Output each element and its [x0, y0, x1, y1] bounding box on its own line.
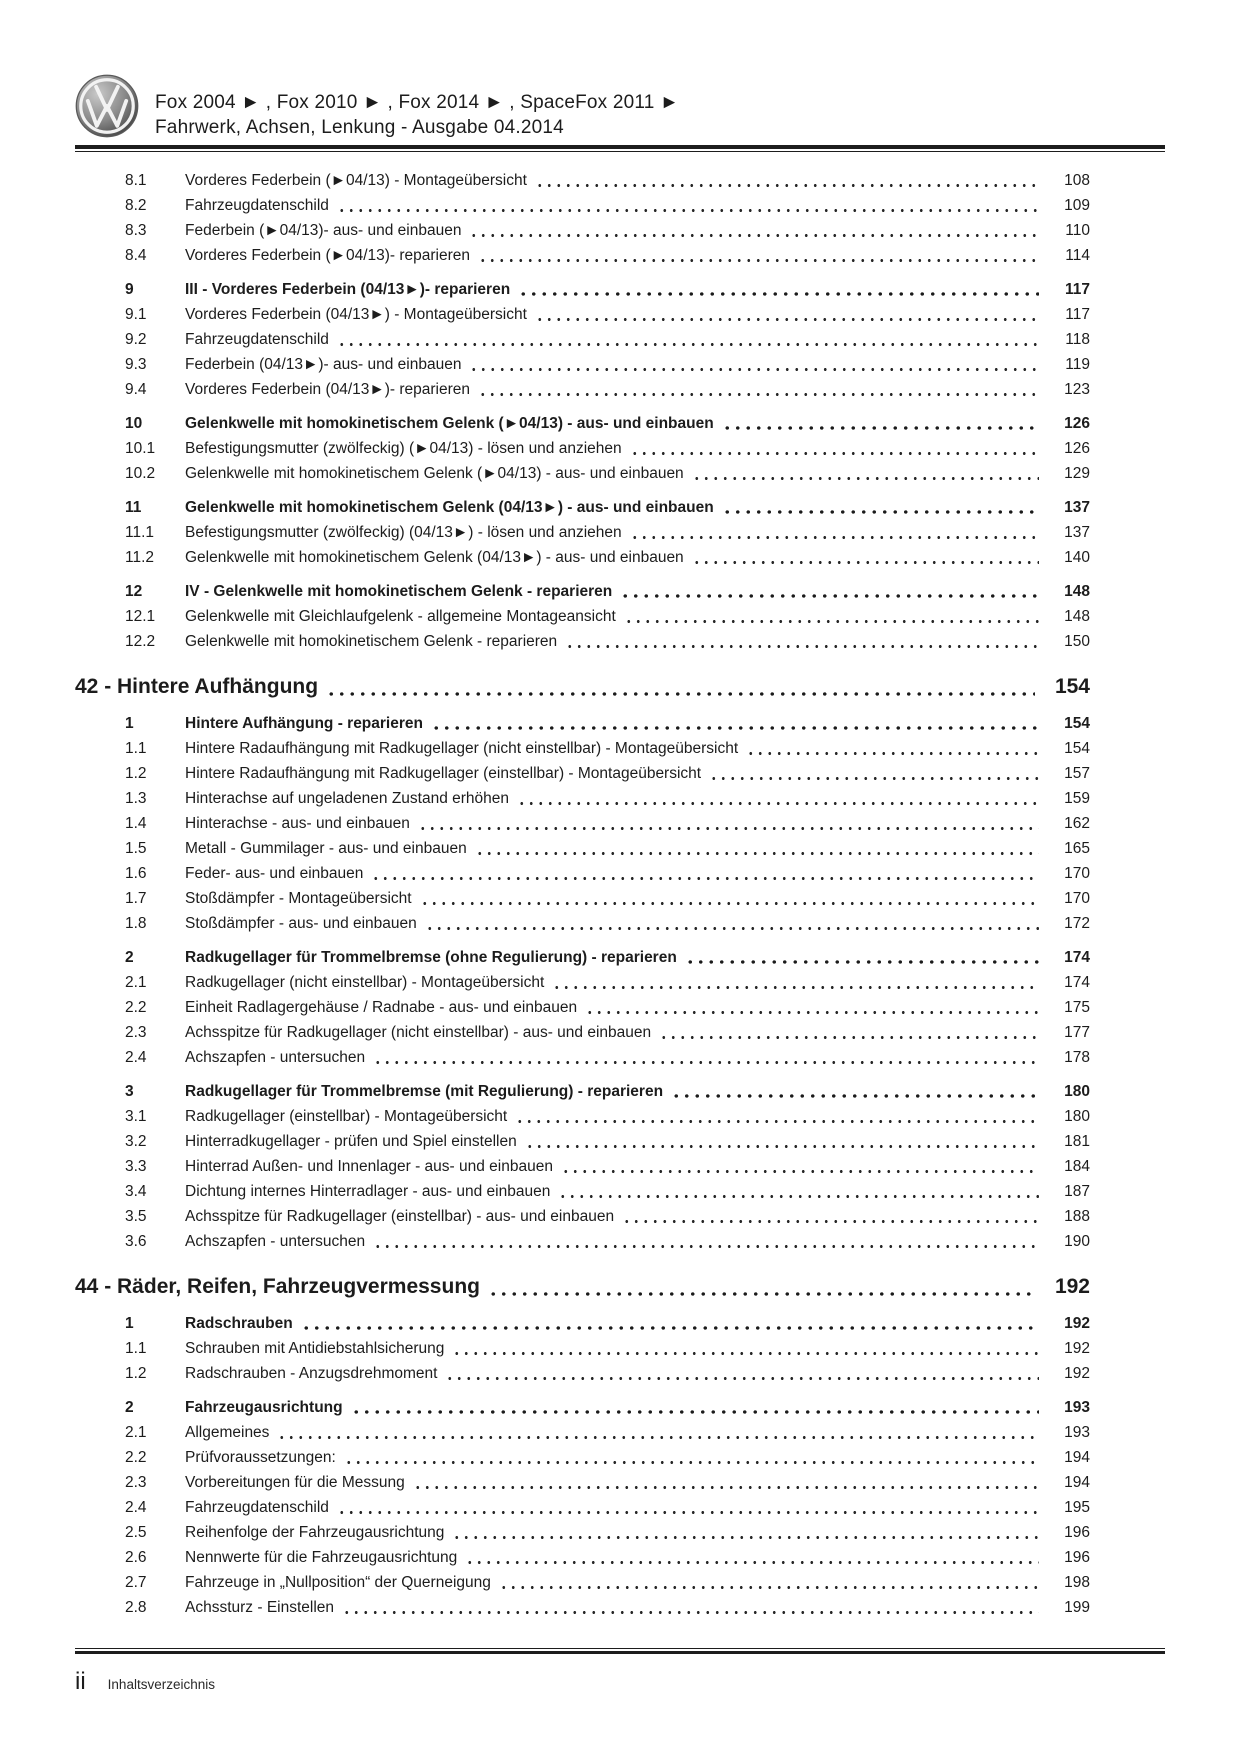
toc-entry-row — [75, 1104, 1090, 1129]
dot-leader — [452, 1351, 1039, 1356]
toc-entry-number: 2 — [125, 949, 134, 966]
toc-entry-page: 187 — [1064, 1183, 1090, 1200]
toc-entry-number: 3.4 — [125, 1183, 147, 1200]
toc-entry-title: Fahrzeugdatenschild — [185, 331, 329, 348]
toc-entry-row — [75, 436, 1090, 461]
toc-entry-number: 1.6 — [125, 865, 147, 882]
dot-leader — [746, 751, 1039, 756]
toc-entry-row — [75, 495, 1090, 520]
toc-entry-page: 170 — [1064, 890, 1090, 907]
toc-entry-title: Nennwerte für die Fahrzeugausrichtung — [185, 1549, 458, 1566]
toc-entry-title: Radschrauben - Anzugsdrehmoment — [185, 1365, 438, 1382]
toc-entry-page: 137 — [1064, 499, 1090, 516]
dot-leader — [475, 851, 1039, 856]
toc-entry-row — [75, 1470, 1090, 1495]
dot-leader — [420, 901, 1039, 906]
toc-entry-number: 1.2 — [125, 765, 147, 782]
header-text-block — [155, 90, 679, 140]
dot-leader — [692, 476, 1039, 481]
toc-entry-row — [75, 1545, 1090, 1570]
toc-entry-page: 150 — [1064, 633, 1090, 650]
toc-entry-number: 2.2 — [125, 1449, 147, 1466]
toc-entry-row — [75, 1204, 1090, 1229]
footer-section-label: Inhaltsverzeichnis — [107, 1677, 215, 1692]
toc-entry-title: Fahrzeugausrichtung — [185, 1399, 343, 1416]
dot-leader — [344, 1460, 1039, 1465]
toc-entry-title: Hintere Radaufhängung mit Radkugellager (nicht einstellbar) - Montageübersicht — [185, 740, 739, 757]
dot-leader — [342, 1610, 1039, 1615]
toc-chapter-label: 42 - Hintere Aufhängung — [75, 675, 319, 698]
dot-leader — [488, 1291, 1035, 1297]
toc-entry-page: 126 — [1064, 415, 1090, 432]
toc-entry-page: 177 — [1064, 1024, 1090, 1041]
toc-entry-page: 148 — [1064, 608, 1090, 625]
toc-entry-number: 1.1 — [125, 1340, 147, 1357]
toc-entry-title: Gelenkwelle mit homokinetischem Gelenk (►04/13) - aus- und einbauen — [185, 415, 714, 432]
toc-entry-title: Gelenkwelle mit Gleichlaufgelenk - allgemeine Montageansicht — [185, 608, 616, 625]
toc-entry-title: Radkugellager für Trommelbremse (mit Regulierung) - reparieren — [185, 1083, 664, 1100]
toc-entry-page: 175 — [1064, 999, 1090, 1016]
toc-entry-row — [75, 520, 1090, 545]
toc-entry-page: 157 — [1064, 765, 1090, 782]
toc-entry-title: Schrauben mit Antidiebstahlsicherung — [185, 1340, 445, 1357]
toc-entry-page: 198 — [1064, 1574, 1090, 1591]
dot-leader — [624, 619, 1039, 624]
toc-entry-number: 1.1 — [125, 740, 147, 757]
toc-entry-number: 3.5 — [125, 1208, 147, 1225]
toc-entry-row — [75, 711, 1090, 736]
toc-entry-number: 2 — [125, 1399, 134, 1416]
dot-leader — [277, 1435, 1039, 1440]
toc-entry-title: Vorderes Federbein (04/13►) - Montageübersicht — [185, 306, 527, 323]
toc-entry-number: 9.2 — [125, 331, 147, 348]
header-subtitle: Fahrwerk, Achsen, Lenkung - Ausgabe 04.2014 — [155, 117, 564, 138]
toc-entry-title: Achssturz - Einstellen — [185, 1599, 335, 1616]
toc-entry-page: 109 — [1064, 197, 1090, 214]
toc-entry-number: 2.8 — [125, 1599, 147, 1616]
toc-chapter-row — [75, 1272, 1090, 1302]
toc-entry-page: 172 — [1064, 915, 1090, 932]
toc-entry-number: 3.1 — [125, 1108, 147, 1125]
toc-entry-row — [75, 861, 1090, 886]
toc-entry-page: 192 — [1064, 1340, 1090, 1357]
toc-entry-number: 2.4 — [125, 1499, 147, 1516]
dot-leader — [692, 560, 1039, 565]
toc-entry-row — [75, 945, 1090, 970]
toc-entry-number: 1.4 — [125, 815, 147, 832]
dot-leader — [418, 826, 1039, 831]
dot-leader — [525, 1144, 1039, 1149]
dot-leader — [469, 367, 1039, 372]
dot-leader — [671, 1093, 1039, 1099]
toc-entry-row — [75, 911, 1090, 936]
toc-entry-title: IV - Gelenkwelle mit homokinetischem Gelenk - reparieren — [185, 583, 613, 600]
dot-leader — [552, 985, 1039, 990]
toc-entry-title: Gelenkwelle mit homokinetischem Gelenk (►04/13) - aus- und einbauen — [185, 465, 684, 482]
dot-leader — [561, 1169, 1039, 1174]
toc-entry-page: 126 — [1064, 440, 1090, 457]
dot-leader — [326, 691, 1035, 697]
toc-entry-title: Achszapfen - untersuchen — [185, 1233, 366, 1250]
toc-entry-page: 184 — [1064, 1158, 1090, 1175]
toc-entry-number: 8.1 — [125, 172, 147, 189]
footer-line — [75, 1670, 1165, 1694]
toc-entry-row — [75, 629, 1090, 654]
toc-entry-number: 2.3 — [125, 1024, 147, 1041]
toc-entry-title: Metall - Gummilager - aus- und einbauen — [185, 840, 467, 857]
toc-entry-row — [75, 352, 1090, 377]
toc-entry-row — [75, 277, 1090, 302]
page-footer — [75, 1648, 1165, 1694]
toc-entry-number: 12 — [125, 583, 143, 600]
dot-leader — [630, 451, 1039, 456]
dot-leader — [535, 183, 1039, 188]
dot-leader — [351, 1409, 1039, 1415]
toc-entry-title: Feder- aus- und einbauen — [185, 865, 364, 882]
toc-entry-title: Federbein (►04/13)- aus- und einbauen — [185, 222, 462, 239]
toc-entry-row — [75, 411, 1090, 436]
toc-entry-number: 1.2 — [125, 1365, 147, 1382]
toc-chapter-page: 192 — [1054, 1275, 1090, 1298]
toc-entry-row — [75, 811, 1090, 836]
toc-entry-row — [75, 970, 1090, 995]
toc-entry-row — [75, 168, 1090, 193]
toc-entry-page: 108 — [1064, 172, 1090, 189]
toc-chapter-label: 44 - Räder, Reifen, Fahrzeugvermessung — [75, 1275, 480, 1298]
toc-entry-title: Gelenkwelle mit homokinetischem Gelenk - reparieren — [185, 633, 558, 650]
toc-entry-row — [75, 1179, 1090, 1204]
toc-entry-number: 8.4 — [125, 247, 147, 264]
toc-entry-number: 10.1 — [125, 440, 156, 457]
toc-entry-title: Radkugellager für Trommelbremse (ohne Regulierung) - reparieren — [185, 949, 677, 966]
dot-leader — [535, 317, 1039, 322]
toc-entry-row — [75, 1311, 1090, 1336]
toc-entry-number: 2.6 — [125, 1549, 147, 1566]
toc-entry-page: 188 — [1064, 1208, 1090, 1225]
toc-chapter-page: 154 — [1054, 675, 1090, 698]
toc-entry-row — [75, 1495, 1090, 1520]
toc-entry-number: 12.2 — [125, 633, 156, 650]
toc-entry-title: Radkugellager (nicht einstellbar) - Montageübersicht — [185, 974, 545, 991]
toc-entry-number: 8.2 — [125, 197, 147, 214]
toc-entry-row — [75, 1336, 1090, 1361]
toc-entry-page: 193 — [1064, 1399, 1090, 1416]
toc-entry-number: 12.1 — [125, 608, 156, 625]
toc-entry-page: 110 — [1065, 222, 1090, 239]
toc-entry-row — [75, 377, 1090, 402]
dot-leader — [659, 1035, 1039, 1040]
toc-entry-page: 174 — [1064, 974, 1090, 991]
toc-entry-page: 118 — [1065, 331, 1090, 348]
toc-entry-number: 10.2 — [125, 465, 156, 482]
toc-entry-title: Achszapfen - untersuchen — [185, 1049, 366, 1066]
toc-entry-title: Allgemeines — [185, 1424, 270, 1441]
dot-leader — [517, 801, 1039, 806]
toc-entry-page: 162 — [1064, 815, 1090, 832]
dot-leader — [630, 535, 1039, 540]
toc-entry-row — [75, 579, 1090, 604]
toc-entry-title: Dichtung internes Hinterradlager - aus- und einbauen — [185, 1183, 551, 1200]
toc-entry-row — [75, 995, 1090, 1020]
toc-entry-page: 159 — [1064, 790, 1090, 807]
toc-entry-number: 2.3 — [125, 1474, 147, 1491]
toc-entry-number: 3.3 — [125, 1158, 147, 1175]
toc-entry-page: 199 — [1064, 1599, 1090, 1616]
footer-divider — [75, 1648, 1165, 1654]
dot-leader — [478, 392, 1039, 397]
toc-entry-row — [75, 1520, 1090, 1545]
toc-entry-row — [75, 327, 1090, 352]
toc — [75, 168, 1090, 1620]
toc-entry-page: 154 — [1064, 740, 1090, 757]
toc-entry-title: Befestigungsmutter (zwölfeckig) (►04/13) - lösen und anziehen — [185, 440, 622, 457]
toc-entry-page: 181 — [1064, 1133, 1090, 1150]
toc-entry-row — [75, 545, 1090, 570]
toc-entry-title: Reihenfolge der Fahrzeugausrichtung — [185, 1524, 445, 1541]
toc-entry-title: Fahrzeugdatenschild — [185, 1499, 329, 1516]
toc-entry-row — [75, 1229, 1090, 1254]
dot-leader — [373, 1060, 1039, 1065]
toc-entry-title: Vorderes Federbein (04/13►)- reparieren — [185, 381, 471, 398]
toc-entry-number: 11.1 — [125, 524, 155, 541]
toc-entry-title: Hinterachse auf ungeladenen Zustand erhöhen — [185, 790, 510, 807]
dot-leader — [337, 1510, 1039, 1515]
toc-entry-page: 165 — [1064, 840, 1090, 857]
toc-entry-page: 192 — [1064, 1365, 1090, 1382]
toc-entry-page: 174 — [1064, 949, 1090, 966]
toc-entry-number: 1.8 — [125, 915, 147, 932]
toc-entry-row — [75, 302, 1090, 327]
dot-leader — [515, 1119, 1039, 1124]
toc-entry-number: 3 — [125, 1083, 134, 1100]
toc-entry-page: 154 — [1064, 715, 1090, 732]
toc-entry-page: 148 — [1064, 583, 1090, 600]
dot-leader — [499, 1585, 1039, 1590]
dot-leader — [622, 1219, 1039, 1224]
toc-entry-number: 11 — [125, 499, 142, 516]
toc-entry-title: Radschrauben — [185, 1315, 293, 1332]
toc-entry-title: Achsspitze für Radkugellager (nicht einstellbar) - aus- und einbauen — [185, 1024, 652, 1041]
dot-leader — [478, 258, 1039, 263]
dot-leader — [301, 1325, 1039, 1331]
toc-entry-title: Prüfvoraussetzungen: — [185, 1449, 336, 1466]
toc-entry-number: 3.6 — [125, 1233, 147, 1250]
toc-entry-row — [75, 1570, 1090, 1595]
toc-entry-page: 180 — [1064, 1108, 1090, 1125]
toc-entry-page: 140 — [1064, 549, 1090, 566]
toc-entry-number: 1 — [125, 715, 134, 732]
toc-entry-page: 170 — [1064, 865, 1090, 882]
toc-entry-page: 137 — [1064, 524, 1090, 541]
toc-entry-row — [75, 1129, 1090, 1154]
toc-entry-number: 2.1 — [125, 974, 147, 991]
toc-entry-page: 193 — [1064, 1424, 1090, 1441]
dot-leader — [685, 959, 1039, 965]
dot-leader — [445, 1376, 1039, 1381]
dot-leader — [518, 291, 1039, 297]
toc-entry-row — [75, 1361, 1090, 1386]
dot-leader — [709, 776, 1039, 781]
dot-leader — [452, 1535, 1039, 1540]
toc-entry-number: 1.3 — [125, 790, 147, 807]
toc-entry-row — [75, 1595, 1090, 1620]
toc-entry-number: 9.4 — [125, 381, 147, 398]
toc-entry-title: Vorderes Federbein (►04/13)- reparieren — [185, 247, 471, 264]
toc-entry-title: Einheit Radlagergehäuse / Radnabe - aus- und einbauen — [185, 999, 578, 1016]
toc-entry-row — [75, 218, 1090, 243]
page-header — [75, 74, 1165, 140]
toc-entry-page: 195 — [1064, 1499, 1090, 1516]
dot-leader — [465, 1560, 1039, 1565]
dot-leader — [425, 926, 1039, 931]
dot-leader — [371, 876, 1039, 881]
toc-entry-title: Hinterachse - aus- und einbauen — [185, 815, 410, 832]
toc-entry-title: Achsspitze für Radkugellager (einstellbar) - aus- und einbauen — [185, 1208, 615, 1225]
toc-entry-row — [75, 1395, 1090, 1420]
toc-entry-title: Federbein (04/13►)- aus- und einbauen — [185, 356, 462, 373]
dot-leader — [431, 725, 1039, 731]
toc-entry-title: Befestigungsmutter (zwölfeckig) (04/13►) - lösen und anziehen — [185, 524, 622, 541]
toc-entry-number: 2.2 — [125, 999, 147, 1016]
dot-leader — [337, 342, 1039, 347]
toc-entry-title: Vorbereitungen für die Messung — [185, 1474, 405, 1491]
dot-leader — [469, 233, 1039, 238]
toc-entry-page: 178 — [1064, 1049, 1090, 1066]
toc-entry-title: Gelenkwelle mit homokinetischem Gelenk (04/13►) - aus- und einbauen — [185, 549, 684, 566]
dot-leader — [558, 1194, 1039, 1199]
toc-entry-title: Hinterradkugellager - prüfen und Spiel einstellen — [185, 1133, 517, 1150]
toc-entry-title: Hintere Radaufhängung mit Radkugellager (einstellbar) - Montageübersicht — [185, 765, 702, 782]
toc-entry-title: Stoßdämpfer - aus- und einbauen — [185, 915, 417, 932]
toc-entry-row — [75, 1045, 1090, 1070]
dot-leader — [585, 1010, 1039, 1015]
toc-entry-row — [75, 1445, 1090, 1470]
toc-entry-row — [75, 736, 1090, 761]
toc-entry-title: Hintere Aufhängung - reparieren — [185, 715, 423, 732]
toc-entry-number: 2.7 — [125, 1574, 147, 1591]
toc-entry-page: 180 — [1064, 1083, 1090, 1100]
toc-entry-row — [75, 604, 1090, 629]
toc-entry-page: 117 — [1065, 306, 1090, 323]
toc-entry-title: Fahrzeuge in „Nullposition“ der Querneigung — [185, 1574, 491, 1591]
toc-entry-page: 190 — [1064, 1233, 1090, 1250]
toc-entry-number: 3.2 — [125, 1133, 147, 1150]
toc-entry-number: 9.1 — [125, 306, 147, 323]
toc-entry-number: 2.4 — [125, 1049, 147, 1066]
dot-leader — [620, 593, 1039, 599]
toc-entry-row — [75, 786, 1090, 811]
header-divider — [75, 145, 1165, 152]
toc-entry-page: 114 — [1065, 247, 1090, 264]
toc-entry-title: Vorderes Federbein (►04/13) - Montageübersicht — [185, 172, 527, 189]
toc-entry-page: 129 — [1064, 465, 1090, 482]
toc-entry-title: Stoßdämpfer - Montageübersicht — [185, 890, 412, 907]
vw-logo-icon — [75, 74, 139, 138]
toc-entry-title: Fahrzeugdatenschild — [185, 197, 329, 214]
toc-entry-row — [75, 461, 1090, 486]
toc-entry-title: Gelenkwelle mit homokinetischem Gelenk (04/13►) - aus- und einbauen — [185, 499, 714, 516]
toc-entry-number: 2.1 — [125, 1424, 147, 1441]
toc-entry-number: 9.3 — [125, 356, 147, 373]
toc-entry-number: 10 — [125, 415, 143, 432]
dot-leader — [337, 208, 1039, 213]
toc-chapter-row — [75, 672, 1090, 702]
toc-entry-number: 2.5 — [125, 1524, 147, 1541]
toc-entry-page: 119 — [1065, 356, 1090, 373]
toc-entry-number: 9 — [125, 281, 134, 298]
toc-entry-row — [75, 1079, 1090, 1104]
toc-entry-title: Radkugellager (einstellbar) - Montageübersicht — [185, 1108, 508, 1125]
toc-entry-page: 196 — [1064, 1549, 1090, 1566]
toc-entry-row — [75, 761, 1090, 786]
toc-entry-row — [75, 886, 1090, 911]
toc-entry-title: III - Vorderes Federbein (04/13►)- reparieren — [185, 281, 511, 298]
toc-entry-number: 1 — [125, 1315, 134, 1332]
toc-entry-row — [75, 243, 1090, 268]
toc-entry-row — [75, 1420, 1090, 1445]
toc-entry-page: 196 — [1064, 1524, 1090, 1541]
toc-entry-row — [75, 836, 1090, 861]
dot-leader — [722, 425, 1039, 431]
toc-entry-number: 8.3 — [125, 222, 147, 239]
toc-entry-number: 1.7 — [125, 890, 147, 907]
header-models: Fox 2004 ► , Fox 2010 ► , Fox 2014 ► , SpaceFox 2011 ► — [155, 92, 679, 113]
toc-entry-title: Hinterrad Außen- und Innenlager - aus- und einbauen — [185, 1158, 553, 1175]
footer-page-label: ii — [75, 1668, 86, 1695]
toc-entry-page: 194 — [1064, 1449, 1090, 1466]
toc-entry-row — [75, 1154, 1090, 1179]
toc-entry-page: 192 — [1064, 1315, 1090, 1332]
toc-entry-row — [75, 193, 1090, 218]
dot-leader — [373, 1244, 1039, 1249]
toc-entry-page: 123 — [1064, 381, 1090, 398]
dot-leader — [565, 644, 1039, 649]
toc-entry-page: 194 — [1064, 1474, 1090, 1491]
dot-leader — [413, 1485, 1039, 1490]
toc-entry-row — [75, 1020, 1090, 1045]
toc-entry-page: 117 — [1064, 281, 1090, 298]
toc-entry-number: 1.5 — [125, 840, 147, 857]
toc-entry-number: 11.2 — [125, 549, 155, 566]
dot-leader — [722, 509, 1039, 515]
